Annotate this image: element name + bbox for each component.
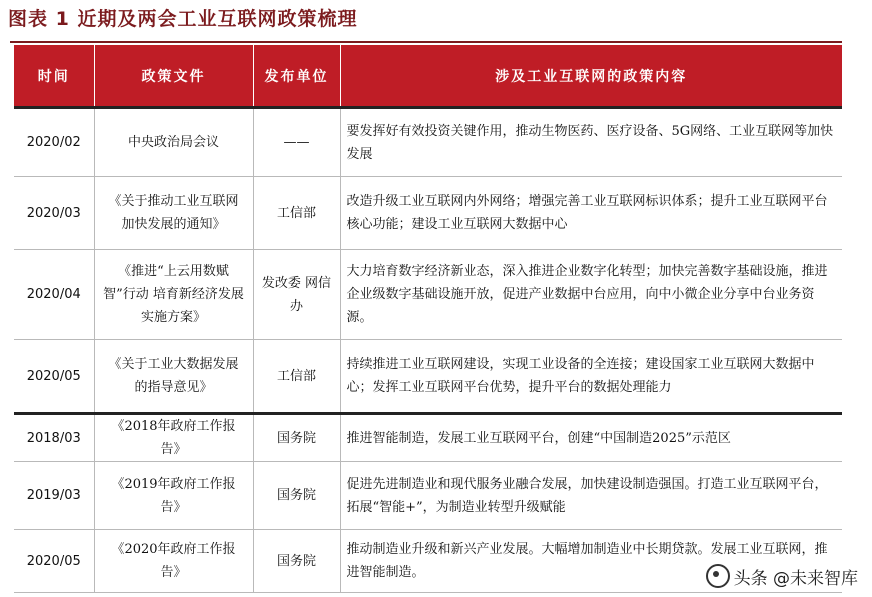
row-issuer: 发改委 网信办: [253, 250, 340, 340]
policy-table: [14, 45, 842, 593]
table-row: [14, 462, 842, 530]
row-issuer: 工信部: [253, 340, 340, 414]
row-content: 推动制造业升级和新兴产业发展。大幅增加制造业中长期贷款。发展工业互联网，推进智能制造。: [340, 530, 842, 593]
header-document: 政策文件: [94, 45, 253, 108]
row-content: 推进智能制造，发展工业互联网平台，创建“中国制造2025”示范区: [340, 414, 842, 462]
row-document: 《关于工业大数据发展的指导意见》: [94, 340, 253, 414]
row-issuer: ——: [253, 108, 340, 177]
table-row: [14, 250, 842, 340]
table-row: [14, 108, 842, 177]
header-content: 涉及工业互联网的政策内容: [340, 45, 842, 108]
table-header-row: [14, 45, 842, 108]
row-document: 中央政治局会议: [94, 108, 253, 177]
row-content: 改造升级工业互联网内外网络；增强完善工业互联网标识体系；提升工业互联网平台核心功能；建设工业互联网大数据中心: [340, 177, 842, 250]
row-date: 2020/05: [14, 530, 94, 593]
row-date: 2020/05: [14, 340, 94, 414]
row-issuer: 工信部: [253, 177, 340, 250]
header-issuer: 发布单位: [253, 45, 340, 108]
row-content: 促进先进制造业和现代服务业融合发展，加快建设制造强国。打造工业互联网平台，拓展“智能+”，为制造业转型升级赋能: [340, 462, 842, 530]
row-document: 《2020年政府工作报告》: [94, 530, 253, 593]
row-document: 《关于推动工业互联网加快发展的通知》: [94, 177, 253, 250]
row-issuer: 国务院: [253, 462, 340, 530]
row-date: 2020/04: [14, 250, 94, 340]
row-issuer: 国务院: [253, 530, 340, 593]
row-date: 2018/03: [14, 414, 94, 462]
table-row: [14, 414, 842, 462]
row-date: 2019/03: [14, 462, 94, 530]
row-document: 《2018年政府工作报告》: [94, 414, 253, 462]
row-content: 要发挥好有效投资关键作用，推动生物医药、医疗设备、5G网络、工业互联网等加快发展: [340, 108, 842, 177]
title-underline: [10, 41, 842, 43]
table-row: [14, 340, 842, 414]
row-content: 大力培育数字经济新业态，深入推进企业数字化转型；加快完善数字基础设施，推进企业级数字基础设施开放，促进产业数据中台应用，向中小微企业分享中台业务资源。: [340, 250, 842, 340]
watermark: [706, 563, 858, 589]
table-row: [14, 177, 842, 250]
row-document: 《2019年政府工作报告》: [94, 462, 253, 530]
row-date: 2020/03: [14, 177, 94, 250]
row-date: 2020/02: [14, 108, 94, 177]
row-content: 持续推进工业互联网建设，实现工业设备的全连接；建设国家工业互联网大数据中心；发挥工业互联网平台优势，提升平台的数据处理能力: [340, 340, 842, 414]
header-time: 时间: [14, 45, 94, 108]
row-issuer: 国务院: [253, 414, 340, 462]
watermark-text: 头条 @未来智库: [733, 568, 858, 589]
toutiao-logo-icon: [706, 564, 730, 588]
row-document: 《推进“上云用数赋智”行动 培育新经济发展实施方案》: [94, 250, 253, 340]
figure-title: 图表 1 近期及两会工业互联网政策梳理: [8, 8, 358, 30]
